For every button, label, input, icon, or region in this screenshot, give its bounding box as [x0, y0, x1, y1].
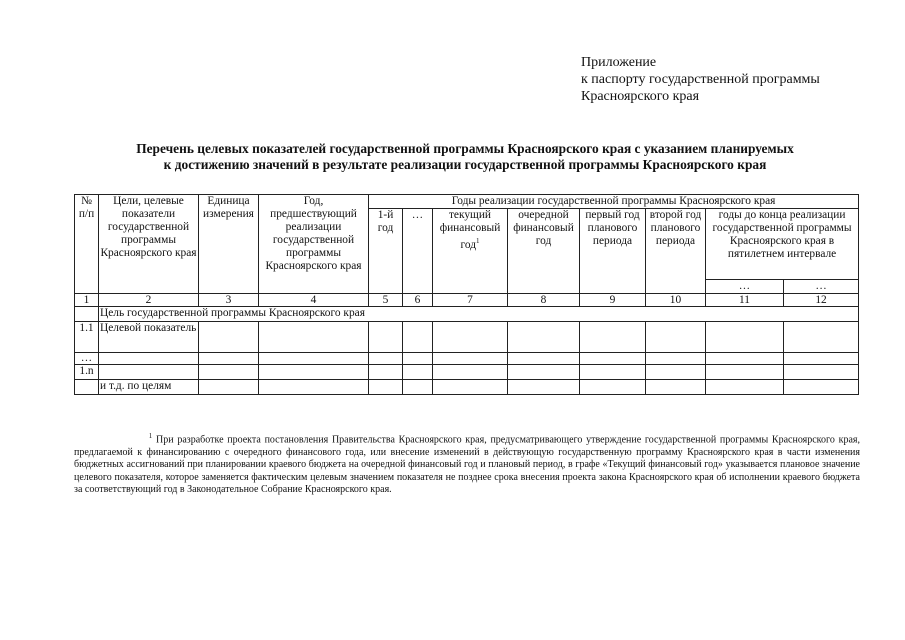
header-sub-dots: … [706, 280, 784, 294]
table-row [75, 365, 859, 380]
empty-cell [580, 380, 646, 395]
empty-cell [403, 380, 433, 395]
annex-line: к паспорту государственной программы [581, 72, 820, 87]
column-number: 3 [199, 294, 259, 307]
empty-cell [369, 365, 403, 380]
column-number: 8 [508, 294, 580, 307]
header-years-group: Годы реализации государственной программы Красноярского края [369, 195, 859, 209]
empty-cell [369, 322, 403, 353]
column-number: 12 [784, 294, 859, 307]
column-number: 4 [259, 294, 369, 307]
goal-row [75, 307, 859, 322]
empty-cell [433, 380, 508, 395]
document-title [70, 141, 860, 173]
empty-cell [403, 365, 433, 380]
empty-cell [259, 322, 369, 353]
column-number: 10 [646, 294, 706, 307]
empty-cell [646, 353, 706, 365]
empty-cell [199, 322, 259, 353]
footnote-mark: 1 [148, 432, 153, 440]
empty-cell [433, 322, 508, 353]
empty-cell [508, 353, 580, 365]
empty-cell [784, 365, 859, 380]
empty-cell [784, 380, 859, 395]
indicators-table [74, 194, 859, 395]
header-num: № п/п [75, 195, 99, 294]
empty-cell [580, 322, 646, 353]
empty-cell [784, 353, 859, 365]
row-name: и т.д. по целям [99, 380, 199, 395]
title-line: Перечень целевых показателей государственной программы Красноярского края с указанием планируемых [136, 141, 794, 156]
footnote [74, 430, 860, 496]
annex-line: Приложение [581, 55, 657, 70]
header-current-year [433, 209, 508, 294]
header-until-end: годы до конца реализации государственной программы Красноярского края в пятилетнем интервале [706, 209, 859, 280]
empty-cell [403, 353, 433, 365]
empty-cell [369, 353, 403, 365]
empty-cell [433, 353, 508, 365]
header-prev-year: Год, предшествующий реализации государственной программы Красноярского края [259, 195, 369, 294]
goal-label: Цель государственной программы Красноярского края [99, 307, 859, 322]
empty-cell [259, 353, 369, 365]
column-number: 2 [99, 294, 199, 307]
row-name: Целевой показатель [99, 322, 199, 353]
annex-block [581, 54, 820, 105]
empty-cell [646, 322, 706, 353]
empty-cell [508, 365, 580, 380]
header-dots: … [403, 209, 433, 294]
empty-cell [433, 365, 508, 380]
column-number: 7 [433, 294, 508, 307]
column-number: 5 [369, 294, 403, 307]
column-number: 1 [75, 294, 99, 307]
table-row [75, 380, 859, 395]
empty-cell [259, 365, 369, 380]
row-name [99, 365, 199, 380]
empty-cell [508, 322, 580, 353]
row-num [75, 380, 99, 395]
header-first-year: 1-й год [369, 209, 403, 294]
title-line: к достижению значений в результате реализации государственной программы Красноярского края [163, 157, 767, 172]
empty-cell [580, 353, 646, 365]
row-name [99, 353, 199, 365]
row-num: 1.n [75, 365, 99, 380]
empty-cell [199, 365, 259, 380]
empty-cell [403, 322, 433, 353]
footnote-mark: 1 [476, 237, 480, 245]
row-num: … [75, 353, 99, 365]
annex-line: Красноярского края [581, 89, 700, 104]
empty-cell [199, 353, 259, 365]
empty-cell [580, 365, 646, 380]
empty-cell [646, 380, 706, 395]
header-next-year: очередной финансовый год [508, 209, 580, 294]
empty-cell [706, 365, 784, 380]
header-goals: Цели, целевые показатели государственной программы Красноярского края [99, 195, 199, 294]
row-num: 1.1 [75, 322, 99, 353]
column-number: 6 [403, 294, 433, 307]
empty-cell [706, 380, 784, 395]
header-unit: Единица измерения [199, 195, 259, 294]
empty-cell [508, 380, 580, 395]
column-numbers-row [75, 294, 859, 307]
column-number: 9 [580, 294, 646, 307]
goal-empty-cell [75, 307, 99, 322]
header-current-year-text: текущий финансовый год [439, 209, 501, 251]
empty-cell [784, 322, 859, 353]
empty-cell [706, 353, 784, 365]
header-plan2: второй год планового периода [646, 209, 706, 294]
header-plan1: первый год планового периода [580, 209, 646, 294]
column-number: 11 [706, 294, 784, 307]
table-row [75, 322, 859, 353]
empty-cell [199, 380, 259, 395]
empty-cell [369, 380, 403, 395]
empty-cell [646, 365, 706, 380]
footnote-text: При разработке проекта постановления Правительства Красноярского края, предусматривающего утверждение государственной программы Красноярского края, предлагаемой к финансированию с очередного финансового года, или внесение изменений в действующую государственную программу Красноярского края в части изменения бюджетных ассигнований при планировании краевого бюджета на очередной финансовый год и плановый период, в графе «Текущий финансовый год» указывается плановое значение целевого показателя, которое заменяется фактическим целевым значением показателя не позднее срока внесения проекта закона Красноярского края об исполнении краевого бюджета за соответствующий год в Законодательное Собрание Красноярского края. [74, 434, 861, 495]
empty-cell [259, 380, 369, 395]
header-sub-dots: … [784, 280, 859, 294]
table-row [75, 353, 859, 365]
empty-cell [706, 322, 784, 353]
